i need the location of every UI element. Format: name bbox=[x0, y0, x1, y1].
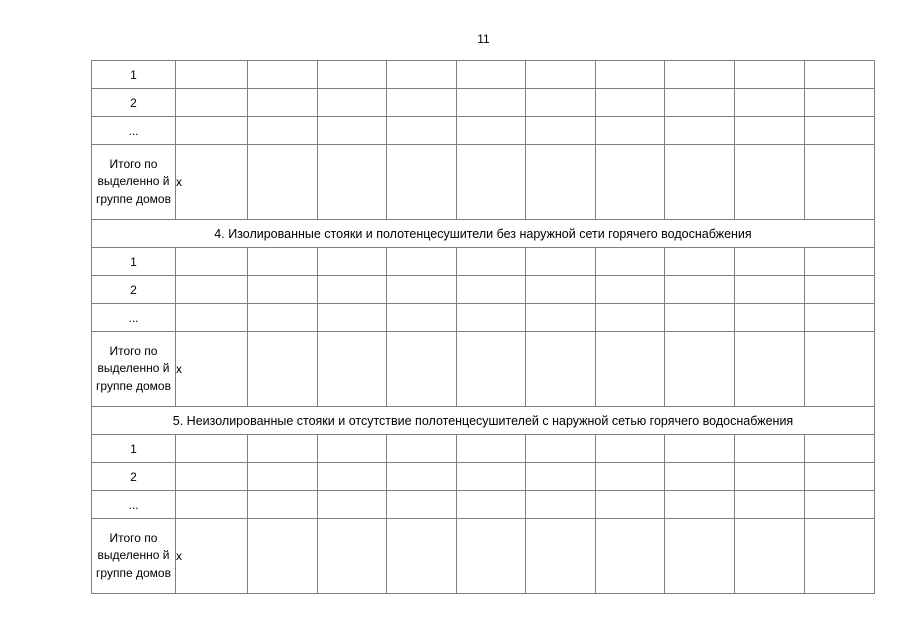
empty-cell bbox=[596, 332, 665, 407]
empty-cell bbox=[248, 463, 318, 491]
empty-cell bbox=[665, 435, 735, 463]
empty-cell bbox=[176, 248, 248, 276]
empty-cell bbox=[457, 248, 526, 276]
empty-cell bbox=[387, 519, 457, 594]
empty-cell bbox=[526, 435, 596, 463]
x-mark-cell: x bbox=[176, 332, 248, 407]
x-mark-cell: x bbox=[176, 145, 248, 220]
row-number-cell: ... bbox=[92, 304, 176, 332]
row-number-cell: 1 bbox=[92, 435, 176, 463]
empty-cell bbox=[248, 491, 318, 519]
empty-cell bbox=[665, 89, 735, 117]
empty-cell bbox=[805, 304, 875, 332]
empty-cell bbox=[248, 435, 318, 463]
empty-cell bbox=[248, 89, 318, 117]
empty-cell bbox=[735, 145, 805, 220]
row-number-cell: 2 bbox=[92, 276, 176, 304]
section-header-row bbox=[92, 407, 875, 435]
empty-cell bbox=[457, 304, 526, 332]
row-number-cell: 1 bbox=[92, 248, 176, 276]
table-row bbox=[92, 304, 875, 332]
empty-cell bbox=[248, 61, 318, 89]
table-row bbox=[92, 491, 875, 519]
empty-cell bbox=[735, 304, 805, 332]
table-row bbox=[92, 276, 875, 304]
empty-cell bbox=[387, 145, 457, 220]
empty-cell bbox=[176, 435, 248, 463]
empty-cell bbox=[318, 61, 387, 89]
empty-cell bbox=[387, 491, 457, 519]
empty-cell bbox=[457, 332, 526, 407]
empty-cell bbox=[387, 276, 457, 304]
empty-cell bbox=[318, 332, 387, 407]
empty-cell bbox=[387, 463, 457, 491]
empty-cell bbox=[387, 304, 457, 332]
empty-cell bbox=[596, 519, 665, 594]
data-table bbox=[91, 60, 875, 594]
empty-cell bbox=[387, 332, 457, 407]
empty-cell bbox=[596, 435, 665, 463]
empty-cell bbox=[665, 145, 735, 220]
empty-cell bbox=[387, 89, 457, 117]
empty-cell bbox=[318, 491, 387, 519]
group-total-row bbox=[92, 519, 875, 594]
empty-cell bbox=[526, 89, 596, 117]
empty-cell bbox=[457, 276, 526, 304]
empty-cell bbox=[318, 435, 387, 463]
empty-cell bbox=[526, 145, 596, 220]
empty-cell bbox=[805, 145, 875, 220]
section-title: 5. Неизолированные стояки и отсутствие полотенцесушителей с наружной сетью горячего водоснабжения bbox=[92, 407, 875, 435]
empty-cell bbox=[805, 248, 875, 276]
x-mark-cell: x bbox=[176, 519, 248, 594]
table-body bbox=[92, 61, 875, 594]
empty-cell bbox=[805, 491, 875, 519]
empty-cell bbox=[735, 435, 805, 463]
empty-cell bbox=[526, 304, 596, 332]
empty-cell bbox=[735, 519, 805, 594]
empty-cell bbox=[318, 117, 387, 145]
table-row bbox=[92, 117, 875, 145]
total-label-cell: Итого по выделенно й группе домов bbox=[92, 519, 176, 594]
row-number-cell: ... bbox=[92, 491, 176, 519]
empty-cell bbox=[176, 89, 248, 117]
table-row bbox=[92, 61, 875, 89]
empty-cell bbox=[176, 304, 248, 332]
row-number-cell: 2 bbox=[92, 89, 176, 117]
empty-cell bbox=[665, 61, 735, 89]
empty-cell bbox=[665, 248, 735, 276]
empty-cell bbox=[387, 248, 457, 276]
empty-cell bbox=[457, 435, 526, 463]
group-total-row bbox=[92, 145, 875, 220]
empty-cell bbox=[318, 276, 387, 304]
empty-cell bbox=[248, 304, 318, 332]
empty-cell bbox=[176, 463, 248, 491]
empty-cell bbox=[457, 89, 526, 117]
row-number-cell: ... bbox=[92, 117, 176, 145]
empty-cell bbox=[457, 519, 526, 594]
empty-cell bbox=[596, 491, 665, 519]
empty-cell bbox=[735, 89, 805, 117]
empty-cell bbox=[805, 89, 875, 117]
empty-cell bbox=[735, 276, 805, 304]
empty-cell bbox=[457, 117, 526, 145]
empty-cell bbox=[457, 463, 526, 491]
empty-cell bbox=[596, 463, 665, 491]
empty-cell bbox=[596, 276, 665, 304]
empty-cell bbox=[805, 463, 875, 491]
empty-cell bbox=[665, 491, 735, 519]
empty-cell bbox=[596, 89, 665, 117]
empty-cell bbox=[735, 117, 805, 145]
empty-cell bbox=[526, 248, 596, 276]
table-row bbox=[92, 463, 875, 491]
empty-cell bbox=[526, 117, 596, 145]
table-row bbox=[92, 248, 875, 276]
empty-cell bbox=[248, 117, 318, 145]
empty-cell bbox=[526, 61, 596, 89]
empty-cell bbox=[248, 276, 318, 304]
empty-cell bbox=[176, 491, 248, 519]
total-label-cell: Итого по выделенно й группе домов bbox=[92, 145, 176, 220]
empty-cell bbox=[318, 304, 387, 332]
empty-cell bbox=[805, 332, 875, 407]
empty-cell bbox=[248, 248, 318, 276]
empty-cell bbox=[387, 117, 457, 145]
empty-cell bbox=[665, 117, 735, 145]
empty-cell bbox=[805, 519, 875, 594]
empty-cell bbox=[318, 248, 387, 276]
row-number-cell: 1 bbox=[92, 61, 176, 89]
empty-cell bbox=[457, 61, 526, 89]
empty-cell bbox=[805, 61, 875, 89]
empty-cell bbox=[318, 145, 387, 220]
total-label-cell: Итого по выделенно й группе домов bbox=[92, 332, 176, 407]
empty-cell bbox=[665, 463, 735, 491]
empty-cell bbox=[387, 61, 457, 89]
row-number-cell: 2 bbox=[92, 463, 176, 491]
empty-cell bbox=[457, 491, 526, 519]
empty-cell bbox=[665, 304, 735, 332]
empty-cell bbox=[735, 491, 805, 519]
empty-cell bbox=[735, 61, 805, 89]
empty-cell bbox=[318, 89, 387, 117]
empty-cell bbox=[176, 276, 248, 304]
group-total-row bbox=[92, 332, 875, 407]
page-number: 11 bbox=[477, 32, 490, 46]
empty-cell bbox=[596, 248, 665, 276]
empty-cell bbox=[596, 145, 665, 220]
empty-cell bbox=[665, 276, 735, 304]
empty-cell bbox=[248, 145, 318, 220]
section-title: 4. Изолированные стояки и полотенцесушители без наружной сети горячего водоснабжения bbox=[92, 220, 875, 248]
table-row bbox=[92, 89, 875, 117]
empty-cell bbox=[318, 519, 387, 594]
empty-cell bbox=[318, 463, 387, 491]
empty-cell bbox=[805, 435, 875, 463]
empty-cell bbox=[665, 332, 735, 407]
empty-cell bbox=[805, 117, 875, 145]
empty-cell bbox=[387, 435, 457, 463]
empty-cell bbox=[248, 519, 318, 594]
table-row bbox=[92, 435, 875, 463]
empty-cell bbox=[526, 276, 596, 304]
empty-cell bbox=[457, 145, 526, 220]
empty-cell bbox=[248, 332, 318, 407]
empty-cell bbox=[596, 61, 665, 89]
empty-cell bbox=[735, 332, 805, 407]
empty-cell bbox=[735, 248, 805, 276]
empty-cell bbox=[596, 304, 665, 332]
empty-cell bbox=[526, 519, 596, 594]
section-header-row bbox=[92, 220, 875, 248]
empty-cell bbox=[176, 61, 248, 89]
empty-cell bbox=[526, 491, 596, 519]
empty-cell bbox=[665, 519, 735, 594]
empty-cell bbox=[735, 463, 805, 491]
empty-cell bbox=[526, 332, 596, 407]
empty-cell bbox=[526, 463, 596, 491]
empty-cell bbox=[176, 117, 248, 145]
empty-cell bbox=[596, 117, 665, 145]
empty-cell bbox=[805, 276, 875, 304]
